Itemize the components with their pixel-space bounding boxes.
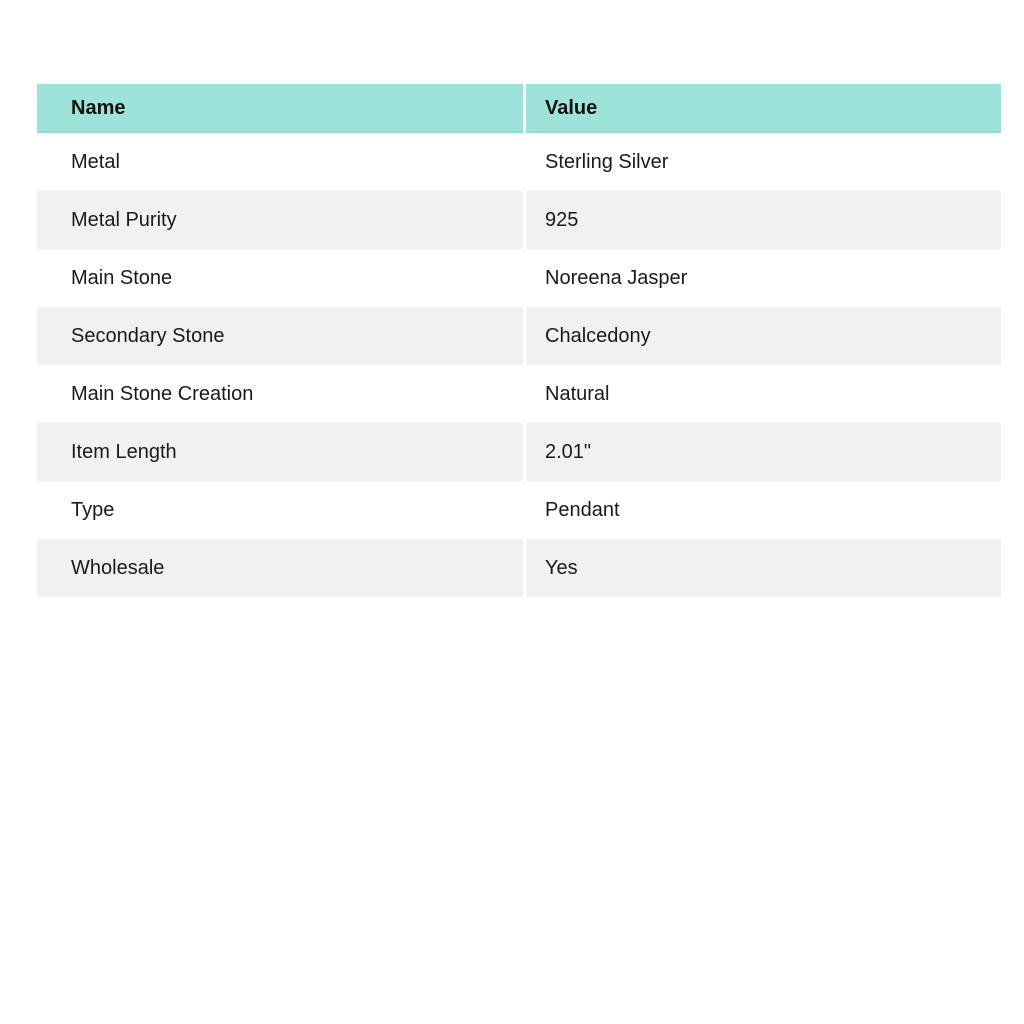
header-cell-name: Name <box>37 84 523 133</box>
name-cell: Type <box>37 481 523 539</box>
value-cell: Sterling Silver <box>526 133 1001 191</box>
name-cell: Item Length <box>37 423 523 481</box>
value-cell: Natural <box>526 365 1001 423</box>
header-cell-value: Value <box>526 84 1001 133</box>
table-row <box>37 133 1001 191</box>
value-cell: Chalcedony <box>526 307 1001 365</box>
name-cell: Secondary Stone <box>37 307 523 365</box>
table-row <box>37 423 1001 481</box>
table-row <box>37 481 1001 539</box>
value-cell: Yes <box>526 539 1001 597</box>
name-cell: Main Stone Creation <box>37 365 523 423</box>
table-row <box>37 365 1001 423</box>
name-cell: Metal Purity <box>37 191 523 249</box>
item-specifics-table <box>37 84 1001 597</box>
table-row <box>37 249 1001 307</box>
name-cell: Wholesale <box>37 539 523 597</box>
value-cell: 2.01" <box>526 423 1001 481</box>
value-cell: Noreena Jasper <box>526 249 1001 307</box>
table-row <box>37 539 1001 597</box>
table-row <box>37 307 1001 365</box>
name-cell: Main Stone <box>37 249 523 307</box>
table-row <box>37 191 1001 249</box>
table-header-row <box>37 84 1001 133</box>
value-cell: 925 <box>526 191 1001 249</box>
name-cell: Metal <box>37 133 523 191</box>
value-cell: Pendant <box>526 481 1001 539</box>
